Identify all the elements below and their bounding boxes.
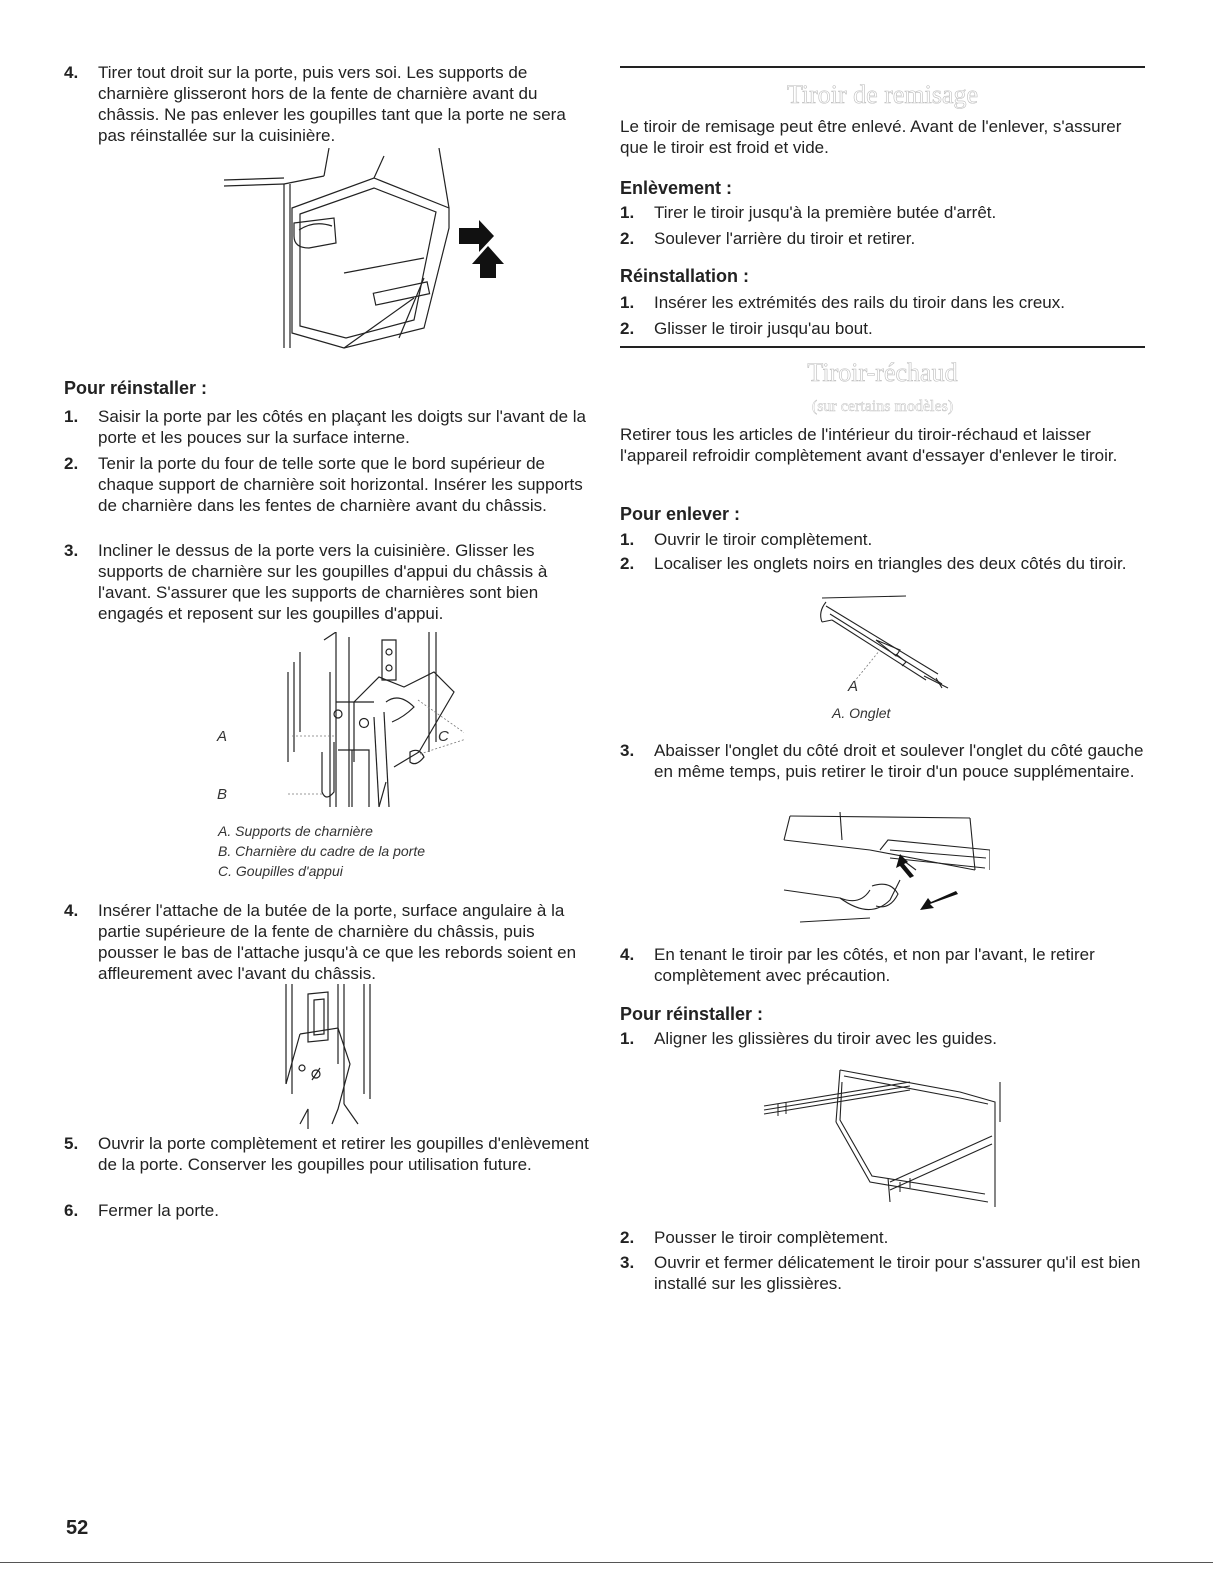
step-number: 1. xyxy=(64,407,79,426)
step-text: Ouvrir la porte complètement et retirer les goupilles d'enlèvement de la porte. Conserver les goupilles pour utilisation future. xyxy=(98,1134,589,1174)
step-text: Pousser le tiroir complètement. xyxy=(654,1228,889,1247)
list-item xyxy=(620,1227,1145,1248)
step-text: Glisser le tiroir jusqu'au bout. xyxy=(654,319,873,338)
step-number: 4. xyxy=(64,63,79,82)
section-divider xyxy=(620,346,1145,348)
step-text: Ouvrir le tiroir complètement. xyxy=(654,530,873,549)
hinge-label-b: B xyxy=(217,786,228,803)
step-number: 1. xyxy=(620,293,635,312)
hinge-caption-a: A. Supports de charnière xyxy=(218,823,373,839)
step-text: Localiser les onglets noirs en triangles des deux côtés du tiroir. xyxy=(654,554,1127,573)
list-item xyxy=(64,453,594,516)
step-text: Insérer l'attache de la butée de la porte, surface angulaire à la partie supérieure de la fente de charnière du châssis, puis pousser le bas de l'attache jusqu'à ce que les rebords soient en affleurement avec l'avant du châssis. xyxy=(98,901,577,983)
hinge-label-a: A xyxy=(217,728,228,745)
arrow-up-icon xyxy=(472,246,504,278)
step-text: Tenir la porte du four de telle sorte que le bord supérieur de chaque support de charnière soit horizontal. Insérer les supports de charnière dans les fentes de charnière avant du châssis. xyxy=(98,454,583,515)
step-text: Tirer le tiroir jusqu'à la première butée d'arrêt. xyxy=(654,203,997,222)
remove-heading: Pour enlever : xyxy=(620,504,741,524)
step-text: Abaisser l'onglet du côté droit et soulever l'onglet du côté gauche en même temps, puis retirer le tiroir d'un pouce supplémentaire. xyxy=(654,741,1144,781)
list-item xyxy=(620,1252,1145,1294)
list-item xyxy=(64,406,594,448)
step-number: 2. xyxy=(620,319,635,338)
step-text: Aligner les glissières du tiroir avec les guides. xyxy=(654,1029,997,1048)
list-item xyxy=(620,228,1145,249)
step-number: 6. xyxy=(64,1201,79,1220)
step-text: Incliner le dessus de la porte vers la cuisinière. Glisser les supports de charnière sur les goupilles d'appui du châssis à l'avant. S'assurer que les supports de charnières sont bien engagés et reposent sur les goupilles d'appui. xyxy=(98,541,548,623)
warming-drawer-title: Tiroir-réchaud xyxy=(807,358,958,387)
reinstallation-heading: Réinstallation : xyxy=(620,266,750,286)
list-item xyxy=(620,1028,1145,1049)
hinge-caption-b: B. Charnière du cadre de la porte xyxy=(218,843,426,859)
step-text: Insérer les extrémités des rails du tiroir dans les creux. xyxy=(654,293,1065,312)
removal-heading: Enlèvement : xyxy=(620,178,733,198)
step-number: 1. xyxy=(620,530,635,549)
footer-divider xyxy=(0,1562,1213,1563)
step-text: Ouvrir et fermer délicatement le tiroir pour s'assurer qu'il est bien installé sur les glissières. xyxy=(654,1253,1141,1293)
tab-label-a: A xyxy=(848,678,859,695)
step-number: 3. xyxy=(64,541,79,560)
page-number: 52 xyxy=(66,1517,89,1539)
list-item xyxy=(620,318,1145,339)
step-4-pull-door xyxy=(64,62,594,146)
step-text: Soulever l'arrière du tiroir et retirer. xyxy=(654,229,916,248)
step-number: 2. xyxy=(620,554,635,573)
reinstall-heading: Pour réinstaller : xyxy=(64,378,208,398)
list-item xyxy=(620,529,1145,550)
tab-caption: A. Onglet xyxy=(832,705,891,721)
warming-intro: Retirer tous les articles de l'intérieur du tiroir-réchaud et laisser l'appareil refroidir complètement avant d'essayer d'enlever le tiroir. xyxy=(620,425,1118,465)
step-number: 3. xyxy=(620,1253,635,1272)
step-number: 1. xyxy=(620,203,635,222)
reinstall-heading-right: Pour réinstaller : xyxy=(620,1004,764,1024)
step-number: 1. xyxy=(620,1029,635,1048)
step-text: Saisir la porte par les côtés en plaçant les doigts sur l'avant de la porte et les pouces sur la surface interne. xyxy=(98,407,587,447)
step-number: 5. xyxy=(64,1134,79,1153)
section-divider xyxy=(620,66,1145,68)
drawer-glides-illustration xyxy=(760,1062,1010,1212)
step-number: 3. xyxy=(620,741,635,760)
step-number: 2. xyxy=(620,229,635,248)
warming-drawer-subtitle: (sur certains modèles) xyxy=(811,398,954,415)
hinge-label-c: C xyxy=(438,728,449,745)
arrow-left-icon xyxy=(920,891,958,910)
list-item xyxy=(64,900,594,984)
list-item xyxy=(620,292,1145,313)
list-item xyxy=(620,202,1145,223)
storage-drawer-title: Tiroir de remisage xyxy=(786,80,979,109)
step-text: Fermer la porte. xyxy=(98,1201,219,1220)
list-item xyxy=(620,553,1145,574)
step-number: 2. xyxy=(64,454,79,473)
list-item xyxy=(620,740,1145,782)
step-text: Tirer tout droit sur la porte, puis vers soi. Les supports de charnière glisseront hors de la fente de charnière avant du châssis. Ne pas enlever les goupilles tant que la porte ne sera pas réinstallée sur la cuisinière. xyxy=(98,63,566,145)
hinge-illustration xyxy=(204,632,464,812)
list-item xyxy=(64,1133,594,1175)
hinge-caption-c: C. Goupilles d'appui xyxy=(218,863,343,879)
step-number: 4. xyxy=(64,901,79,920)
door-removal-illustration xyxy=(224,148,524,358)
list-item xyxy=(620,944,1145,986)
list-item xyxy=(64,540,594,624)
drawer-tab-illustration xyxy=(816,592,956,702)
step-number: 2. xyxy=(620,1228,635,1247)
list-item xyxy=(64,1200,594,1221)
storage-intro: Le tiroir de remisage peut être enlevé. Avant de l'enlever, s'assurer que le tiroir est froid et vide. xyxy=(620,117,1122,157)
drawer-lift-illustration xyxy=(780,810,990,925)
step-text: En tenant le tiroir par les côtés, et non par l'avant, le retirer complètement avec précaution. xyxy=(654,945,1095,985)
door-stop-clip-illustration xyxy=(278,984,388,1129)
step-number: 4. xyxy=(620,945,635,964)
